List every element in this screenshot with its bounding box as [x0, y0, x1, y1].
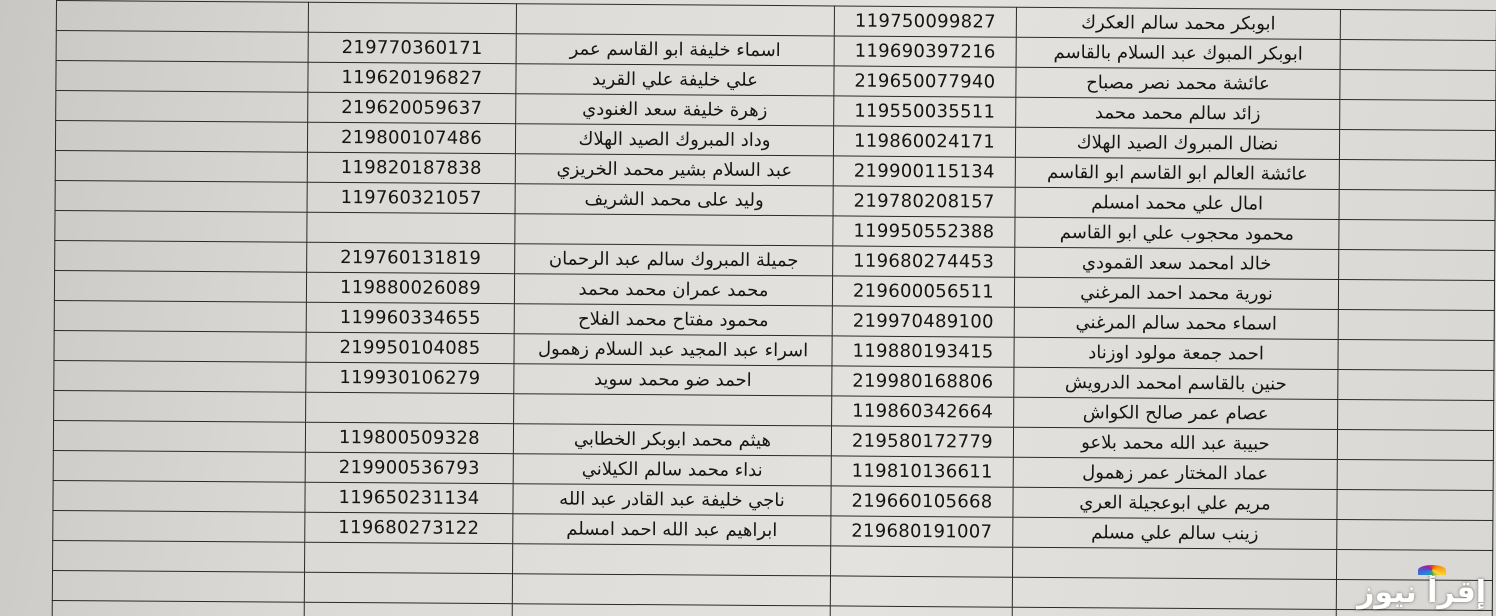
margin-cell: [53, 510, 305, 542]
margin-cell: [53, 480, 305, 512]
name-cell: جميلة المبروك سالم عبد الرحمان: [515, 244, 833, 276]
margin-cell: [55, 210, 307, 242]
id-number-cell: [830, 606, 1012, 616]
margin-cell: [54, 270, 306, 302]
margin-cell: [1337, 489, 1493, 520]
id-number-cell: 119880026089: [306, 272, 514, 303]
margin-cell: [55, 121, 307, 153]
id-number-cell: 119680274453: [833, 246, 1015, 277]
id-number-cell: 119760321057: [307, 182, 515, 213]
name-cell: مريم علي ابوعجيلة العري: [1013, 487, 1337, 519]
margin-cell: [54, 330, 306, 362]
margin-cell: [1340, 69, 1496, 100]
name-cell: [512, 574, 830, 606]
id-number-cell: 219650077940: [834, 66, 1016, 97]
id-number-cell: 219660105668: [831, 486, 1013, 517]
name-cell: [514, 394, 832, 426]
name-cell: حبيبة عبد الله محمد بلاعو: [1013, 427, 1337, 459]
name-cell: نورية محمد احمد المرغني: [1014, 277, 1338, 309]
name-cell: نداء محمد سالم الكيلاني: [513, 454, 831, 486]
margin-cell: [56, 91, 308, 123]
name-cell: [515, 214, 833, 246]
margin-cell: [1338, 339, 1494, 370]
id-number-cell: [830, 576, 1012, 607]
id-number-cell: 119680273122: [305, 512, 513, 543]
id-number-cell: 119960334655: [306, 302, 514, 333]
margin-cell: [56, 61, 308, 93]
margin-cell: [56, 31, 308, 63]
name-cell: عبد السلام بشير محمد الخريزي: [515, 154, 833, 186]
id-number-cell: 219950104085: [306, 332, 514, 363]
id-number-cell: [304, 572, 512, 603]
margin-cell: [1336, 609, 1492, 616]
name-cell: ابوبكر محمد سالم العكرك: [1016, 7, 1340, 39]
name-cell: ابراهيم عبد الله احمد امسلم: [513, 514, 831, 546]
id-number-cell: 119880193415: [832, 336, 1014, 367]
id-number-cell: 219900115134: [833, 156, 1015, 187]
name-cell: زينب سالم علي مسلم: [1013, 517, 1337, 549]
id-number-cell: 219800107486: [307, 122, 515, 153]
name-cell: اسماء محمد سالم المرغني: [1014, 307, 1338, 339]
margin-cell: [54, 390, 306, 422]
name-cell: علي خليفة علي القريد: [516, 64, 834, 96]
margin-cell: [53, 540, 305, 572]
id-number-cell: 119550035511: [834, 96, 1016, 127]
name-cell: ناجي خليفة عبد القادر عبد الله: [513, 484, 831, 516]
name-cell: حنين بالقاسم امحمد الدرويش: [1014, 367, 1338, 399]
margin-cell: [1339, 189, 1495, 220]
id-number-cell: 119820187838: [307, 152, 515, 183]
name-cell: زهرة خليفة سعد الغنودي: [516, 94, 834, 126]
margin-cell: [54, 360, 306, 392]
roster-table: [52, 0, 1496, 616]
margin-cell: [1340, 39, 1496, 70]
name-cell: محمد عمران محمد محمد: [514, 274, 832, 306]
id-number-cell: 219780208157: [833, 186, 1015, 217]
name-cell: زائد سالم محمد محمد: [1016, 97, 1340, 129]
name-cell: هيثم محمد ابوبكر الخطابي: [513, 424, 831, 456]
margin-cell: [1338, 399, 1494, 430]
name-cell: [1012, 607, 1336, 616]
id-number-cell: 119930106279: [306, 362, 514, 393]
name-cell: خالد امحمد سعد القمودي: [1015, 247, 1339, 279]
margin-cell: [53, 420, 305, 452]
margin-cell: [1339, 129, 1495, 160]
id-number-cell: 119810136611: [831, 456, 1013, 487]
id-number-cell: 219770360171: [308, 32, 516, 63]
margin-cell: [1340, 9, 1496, 40]
name-cell: عائشة محمد نصر مصباح: [1016, 67, 1340, 99]
id-number-cell: 119860342664: [832, 396, 1014, 427]
margin-cell: [55, 150, 307, 182]
name-cell: ابوبكر المبوك عبد السلام بالقاسم: [1016, 37, 1340, 69]
name-cell: [1012, 547, 1336, 579]
roster-body: [52, 1, 1496, 616]
id-number-cell: 119950552388: [833, 216, 1015, 247]
margin-cell: [52, 570, 304, 602]
id-number-cell: 219980168806: [832, 366, 1014, 397]
name-cell: امال علي محمد امسلم: [1015, 187, 1339, 219]
margin-cell: [52, 600, 304, 616]
margin-cell: [1340, 99, 1496, 130]
name-cell: محمود محجوب علي ابو القاسم: [1015, 217, 1339, 249]
margin-cell: [1339, 219, 1495, 250]
name-cell: عصام عمر صالح الكواش: [1014, 397, 1338, 429]
id-number-cell: 119690397216: [834, 36, 1016, 67]
site-watermark-logo: [1357, 575, 1486, 610]
margin-cell: [1339, 249, 1495, 280]
margin-cell: [1337, 459, 1493, 490]
name-cell: وليد على محمد الشريف: [515, 184, 833, 216]
id-number-cell: 219900536793: [305, 452, 513, 483]
margin-cell: [1338, 309, 1494, 340]
name-cell: احمد ضو محمد سويد: [514, 364, 832, 396]
margin-cell: [54, 300, 306, 332]
margin-cell: [53, 450, 305, 482]
id-number-cell: 219970489100: [832, 306, 1014, 337]
id-number-cell: 119800509328: [305, 422, 513, 453]
id-number-cell: 219620059637: [308, 92, 516, 123]
id-number-cell: 119620196827: [308, 62, 516, 93]
name-cell: [513, 544, 831, 576]
rainbow-logo-icon: [1418, 565, 1446, 575]
id-number-cell: [307, 212, 515, 243]
id-number-cell: [304, 602, 512, 616]
name-cell: عماد المختار عمر زهمول: [1013, 457, 1337, 489]
id-number-cell: 119860024171: [833, 126, 1015, 157]
name-cell: [1012, 577, 1336, 609]
name-cell: اسراء عبد المجيد عبد السلام زهمول: [514, 334, 832, 366]
name-cell: نضال المبروك الصيد الهلاك: [1015, 127, 1339, 159]
id-number-cell: [305, 542, 513, 573]
margin-cell: [55, 240, 307, 272]
name-cell: محمود مفتاح محمد الفلاح: [514, 304, 832, 336]
id-number-cell: [308, 2, 516, 33]
margin-cell: [1338, 279, 1494, 310]
margin-cell: [1339, 159, 1495, 190]
name-cell: [516, 4, 834, 36]
id-number-cell: [830, 546, 1012, 577]
id-number-cell: 219680191007: [831, 516, 1013, 547]
id-number-cell: 219580172779: [831, 426, 1013, 457]
id-number-cell: [306, 392, 514, 423]
id-number-cell: 119650231134: [305, 482, 513, 513]
id-number-cell: 219760131819: [307, 242, 515, 273]
id-number-cell: 219600056511: [832, 276, 1014, 307]
margin-cell: [1338, 369, 1494, 400]
margin-cell: [1337, 519, 1493, 550]
name-cell: [512, 604, 830, 616]
id-number-cell: 119750099827: [834, 6, 1016, 37]
name-cell: عائشة العالم ابو القاسم ابو القاسم: [1015, 157, 1339, 189]
margin-cell: [56, 1, 308, 33]
margin-cell: [55, 180, 307, 212]
name-cell: احمد جمعة مولود اوزناد: [1014, 337, 1338, 369]
name-cell: اسماء خليفة ابو القاسم عمر: [516, 34, 834, 66]
watermark-text: إقرأ نيوز: [1357, 575, 1486, 610]
margin-cell: [1337, 429, 1493, 460]
name-cell: وداد المبروك الصيد الهلاك: [515, 124, 833, 156]
